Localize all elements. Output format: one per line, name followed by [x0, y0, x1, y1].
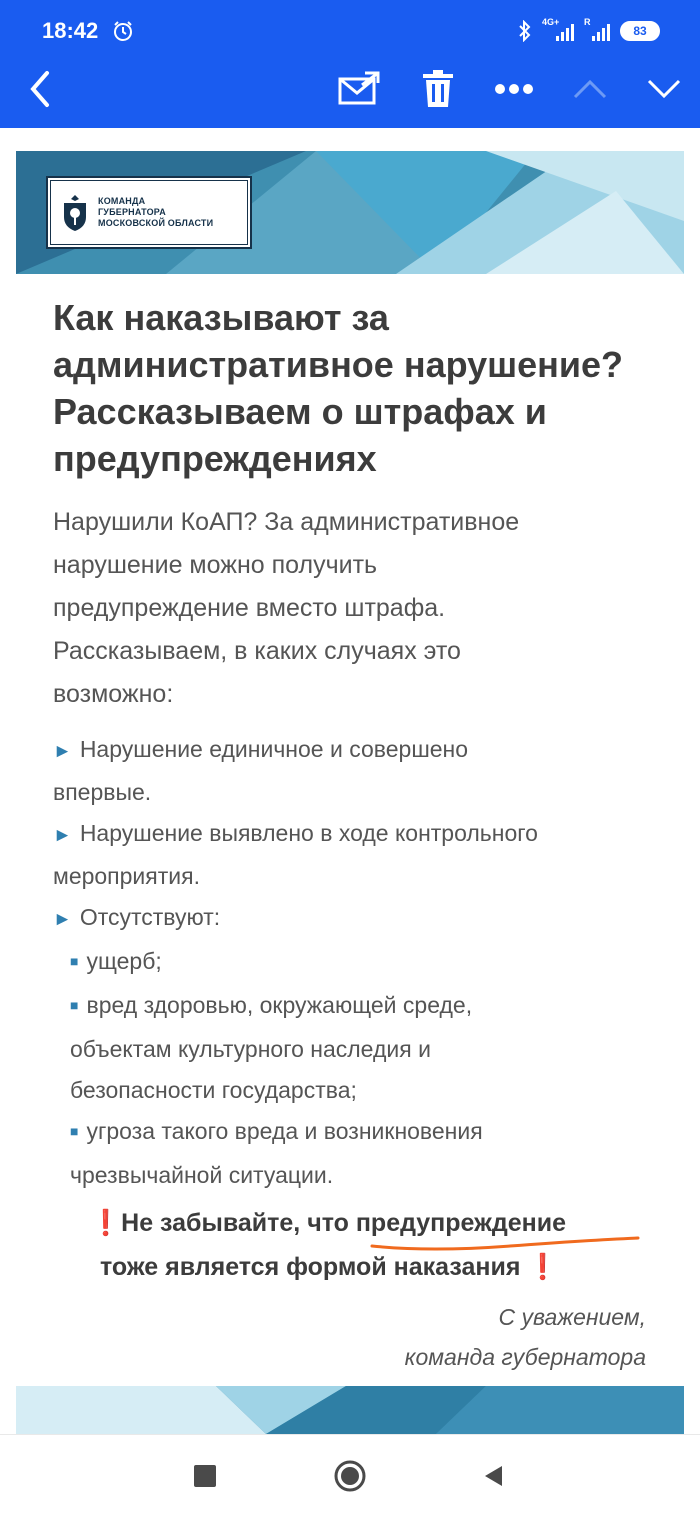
exclamation-icon: ❗ [90, 1209, 122, 1237]
roaming-label: R [584, 17, 591, 27]
back-triangle-icon [482, 1464, 506, 1488]
status-icons [518, 19, 660, 43]
email-signature: С уважением, команда губернатора [404, 1304, 646, 1370]
recent-apps-button[interactable] [194, 1465, 216, 1487]
move-mail-icon [337, 71, 381, 107]
warning-note: ❗Не забывайте, что предупреждение тоже является формой наказания ❗ [90, 1209, 567, 1281]
back-button[interactable] [14, 62, 70, 116]
bullet-list [53, 729, 653, 940]
move-mail-button[interactable] [331, 62, 387, 116]
delete-button[interactable] [410, 62, 466, 116]
footer-pattern [16, 1386, 684, 1434]
list-item: ► Отсутствуют: [53, 904, 221, 930]
system-navigation-bar [0, 1434, 700, 1517]
status-time: 18:42 [42, 18, 99, 43]
hand-drawn-underline [370, 1228, 642, 1254]
app-top-bar [0, 0, 700, 128]
square-bullet-icon: ■ [70, 953, 79, 969]
exclamation-icon: ❗ [527, 1253, 559, 1281]
triangle-bullet-icon: ► [53, 909, 72, 930]
square-bullet-icon: ■ [70, 997, 79, 1013]
bluetooth-icon [518, 20, 532, 42]
trash-icon [421, 70, 455, 108]
next-mail-button[interactable] [636, 62, 692, 116]
network-type-label: 4G+ [542, 17, 560, 27]
chevron-down-icon [646, 78, 682, 100]
home-circle-icon [333, 1459, 367, 1493]
email-header-banner [16, 151, 684, 274]
triangle-bullet-icon: ► [53, 825, 72, 846]
previous-mail-button[interactable] [562, 62, 618, 116]
list-item: ■ ущерб; [70, 948, 162, 974]
sub-bullet-list [70, 941, 630, 1196]
email-footer-banner [16, 1386, 684, 1434]
coat-of-arms-icon [60, 193, 90, 233]
triangle-bullet-icon: ► [53, 741, 72, 762]
more-button[interactable] [486, 62, 542, 116]
email-intro: Нарушили КоАП? За административное нарушение можно получить предупреждение вместо штрафа. Рассказываем, в каких случаях это возможно: [53, 508, 520, 708]
email-title: Как наказывают за административное нарушение? Рассказываем о штрафах и предупреждениях [53, 297, 624, 479]
status-bar [0, 0, 700, 62]
list-item: ► Нарушение единичное и совершено впервые. [53, 736, 469, 805]
governor-team-logo [46, 176, 252, 249]
more-dots-icon [494, 83, 534, 95]
chevron-left-icon [27, 69, 57, 109]
alarm-icon [112, 20, 134, 42]
battery-level: 83 [633, 24, 647, 38]
signal-icon [542, 17, 574, 41]
home-button[interactable] [333, 1459, 367, 1493]
list-item: ► Нарушение выявлено в ходе контрольного мероприятия. [53, 820, 538, 889]
signal-icon-2 [584, 17, 610, 41]
back-nav-button[interactable] [482, 1464, 506, 1488]
chevron-up-icon [572, 78, 608, 100]
battery-icon [620, 21, 660, 41]
square-bullet-icon: ■ [70, 1123, 79, 1139]
list-item: ■ вред здоровью, окружающей среде, объектам культурного наследия и безопасности государства; [70, 992, 473, 1103]
list-item: ■ угроза такого вреда и возникновения чрезвычайной ситуации. [70, 1118, 483, 1188]
logo-text: КОМАНДА ГУБЕРНАТОРА МОСКОВСКОЙ ОБЛАСТИ [98, 196, 214, 228]
